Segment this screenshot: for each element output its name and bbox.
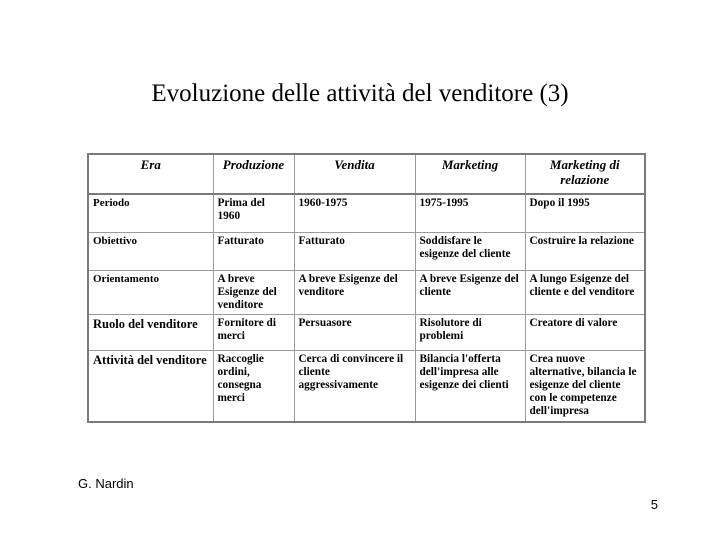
table-cell: A breve Esigenze del venditore [294, 270, 415, 314]
table-cell: Fatturato [294, 232, 415, 270]
table-cell: 1975-1995 [415, 194, 525, 232]
table-cell: Soddisfare le esigenze del cliente [415, 232, 525, 270]
comparison-table [87, 153, 644, 421]
row-label: Ruolo del venditore [88, 314, 213, 350]
table-cell: Cerca di convincere il cliente aggressivamente [294, 350, 415, 422]
table-cell: A breve Esigenze del cliente [415, 270, 525, 314]
table-row [88, 194, 645, 232]
table-cell: Creatore di valore [525, 314, 645, 350]
table-cell: Dopo il 1995 [525, 194, 645, 232]
table-cell: Costruire la relazione [525, 232, 645, 270]
row-label: Attività del venditore [88, 350, 213, 422]
row-label: Obiettivo [88, 232, 213, 270]
table-cell: Fatturato [213, 232, 294, 270]
table-cell: Prima del 1960 [213, 194, 294, 232]
table-row [88, 314, 645, 350]
slide-title: Evoluzione delle attività del venditore (3) [151, 80, 569, 107]
table-row [88, 270, 645, 314]
table-row [88, 350, 645, 422]
row-label: Periodo [88, 194, 213, 232]
table-cell: Bilancia l'offerta dell'impresa alle esigenze dei clienti [415, 350, 525, 422]
footer-author: G. Nardin [78, 476, 134, 491]
table-cell: A lungo Esigenze del cliente e del venditore [525, 270, 645, 314]
header-produzione: Produzione [213, 154, 294, 194]
header-marketing: Marketing [415, 154, 525, 194]
table-cell: Risolutore di problemi [415, 314, 525, 350]
table-cell: A breve Esigenze del venditore [213, 270, 294, 314]
table-cell: Persuasore [294, 314, 415, 350]
table-row [88, 232, 645, 270]
row-label: Orientamento [88, 270, 213, 314]
table-cell: 1960-1975 [294, 194, 415, 232]
table-cell: Crea nuove alternative, bilancia le esigenze del cliente con le competenze dell'impresa [525, 350, 645, 422]
table-cell: Fornitore di merci [213, 314, 294, 350]
header-vendita: Vendita [294, 154, 415, 194]
header-marketing-relazione: Marketing di relazione [525, 154, 645, 194]
page-number: 5 [650, 497, 658, 512]
table-header-row [88, 154, 645, 194]
table-cell: Raccoglie ordini, consegna merci [213, 350, 294, 422]
header-era: Era [88, 154, 213, 194]
